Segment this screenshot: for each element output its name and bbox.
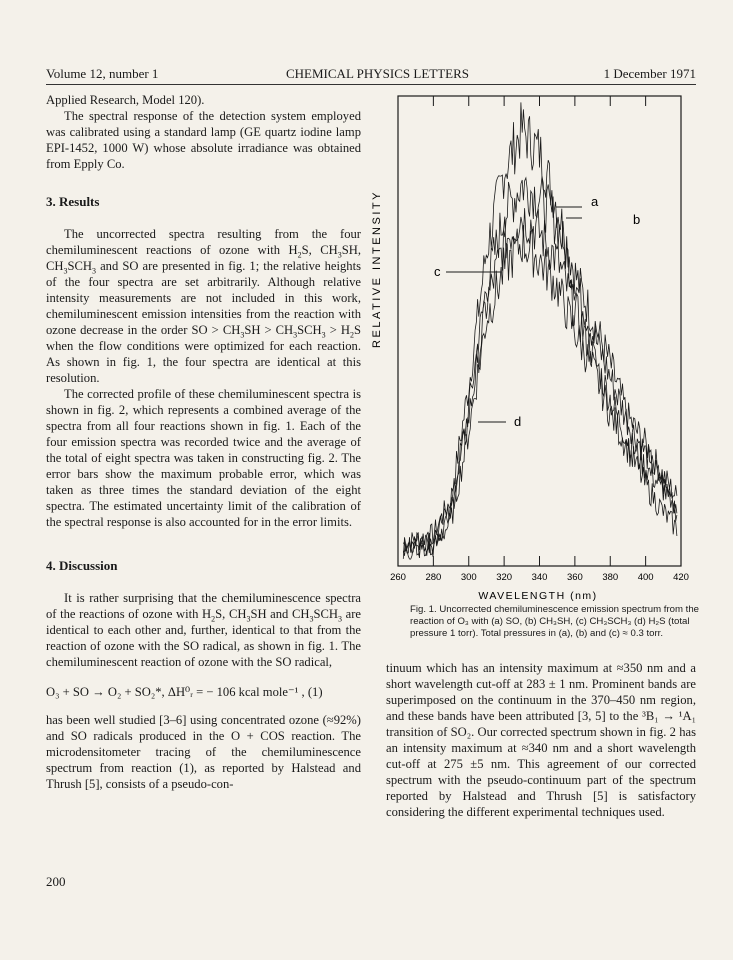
curve-label: a	[591, 194, 599, 209]
page-number: 200	[46, 874, 66, 889]
running-header	[46, 66, 696, 84]
x-tick-label: 300	[460, 572, 477, 583]
figure-1	[371, 94, 691, 606]
paragraph: The spectral response of the detection system employed was calibrated using a standard lamp (GE quartz iodine lamp EPI-1452, 1000 W) whose absolute irradiance was obtained from Epply Co.	[46, 109, 361, 171]
paragraph: has been well studied [3–6] using concentrated ozone (≈92%) and SO radicals produced in the O + COS reaction. The microdensitometer tracing of the chemiluminescence spectrum from reaction (1), as reported by Halstead and Thrush [5], consists of a pseudo-con-	[46, 713, 361, 791]
x-tick-label: 320	[496, 572, 513, 583]
equation-1: O₃ + SO → O₂ + SO₂*, ΔH⁰ᵣ = − 106 kcal mole⁻¹ , (1)	[46, 685, 323, 699]
x-tick-label: 360	[566, 572, 583, 583]
paragraph: tinuum which has an intensity maximum at ≈350 nm and a short wavelength cut-off at 283 ± 1 nm. Prominent bands are superimposed on the continuum in the 370–450 nm region, and these bands have been attributed [3, 5] to the ³B₁ → ¹A₁ transition of SO₂. Our corrected spectrum shown in fig. 2 has an intensity maximum at ≈340 nm and a short wavelength cut-off at 275 ±5 nm. This agreement of our corrected spectrum with the pseudo-continuum part of the spectrum reported by Halstead and Thrush [5] is satisfactory considering the different experimental techniques used.	[386, 661, 696, 819]
x-tick-label: 380	[602, 572, 619, 583]
curve-label: b	[633, 212, 641, 227]
issue-date: 1 December 1971	[603, 66, 696, 81]
curve-label: d	[514, 414, 522, 429]
x-tick-label: 340	[531, 572, 548, 583]
paragraph: Applied Research, Model 120).	[46, 93, 205, 107]
series-b-line	[403, 176, 677, 553]
curve-label: c	[434, 264, 441, 279]
x-tick-label: 260	[390, 572, 406, 583]
series-a-line	[403, 102, 677, 551]
paragraph: The uncorrected spectra resulting from the four chemiluminescent reactions of ozone with $H_2S$, $CH_3SH$, $CH_3SCH_3$ and SO are presented in fig. 1; the relative heights of the four spectra are set arbitrarily. Although relative intensity measurements are not included in this work, chemiluminescent emission intensities from the reaction with ozone decrease in the order SO > $CH_3SH > CH_3SCH_3 > H_2S$ when the flow conditions were optimized for each reaction. As shown in fig. 1, the four spectra are identical at this resolution.	[46, 227, 362, 385]
left-column	[46, 92, 361, 792]
section-heading-results: 3. Results	[46, 194, 100, 209]
x-tick-label: 400	[637, 572, 654, 583]
series-c-line	[403, 208, 677, 559]
volume-label: Volume 12, number 1	[46, 66, 159, 81]
paragraph: It is rather surprising that the chemiluminescence spectra of the reactions of ozone with $H_2S$, $CH_3SH$ and $CH_3SCH_3$ are identical to each other and, further, identical to that from the reaction of ozone with the SO radical, as shown in fig. 1. The chemiluminescent reaction of ozone with the SO radical,	[46, 591, 361, 669]
spectrum-chart	[371, 94, 691, 606]
right-column	[386, 660, 696, 820]
y-axis-label: RELATIVE INTENSITY	[371, 190, 383, 348]
x-tick-label: 420	[673, 572, 689, 583]
x-tick-label: 280	[425, 572, 442, 583]
figure-caption: Fig. 1. Uncorrected chemiluminescence emission spectrum from the reaction of O₃ with (a) SO, (b) CH₃SH, (c) CH₃SCH₃ (d) H₂S (total pressure 1 torr). Total pressures in (a), (b) and (c) ≈ 0.3 torr.	[410, 604, 699, 639]
section-heading-discussion: 4. Discussion	[46, 558, 118, 573]
paragraph: The corrected profile of these chemiluminescent spectra is shown in fig. 2, which represents a combined average of the spectra from all four reactions shown in fig. 1. Each of the four emission spectra was recorded twice and the average of the total of eight spectra was taken in constructing fig. 2. The error bars show the maximum probable error, which was taken as three times the standard deviation of the eight spectra. The estimated uncertainty limit of the calibration of the spectral response is also accounted for in the error limits.	[46, 387, 361, 529]
header-rule	[46, 84, 696, 85]
journal-title: CHEMICAL PHYSICS LETTERS	[286, 66, 469, 81]
x-axis-label: WAVELENGTH (nm)	[478, 590, 598, 602]
